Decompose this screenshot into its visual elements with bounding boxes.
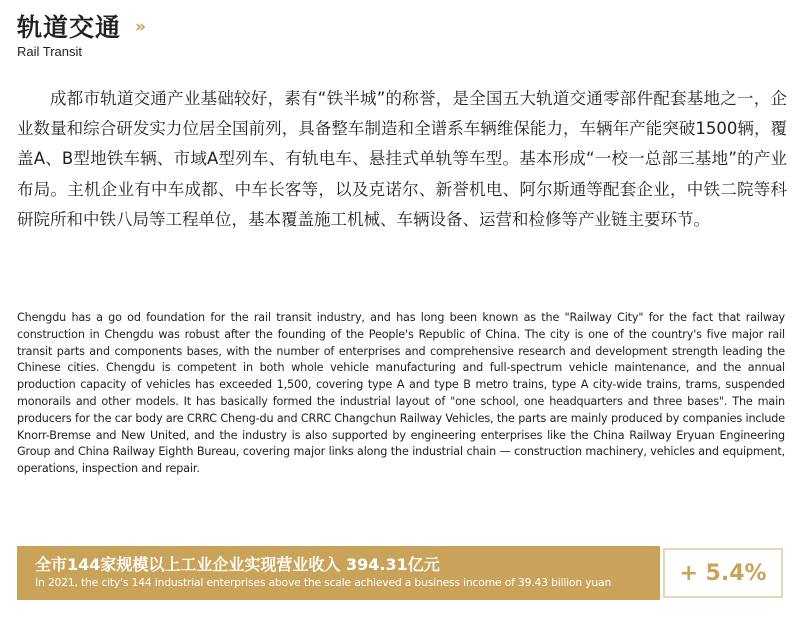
stat-text-panel <box>17 546 660 600</box>
page-title: 轨道交通 <box>17 13 122 42</box>
growth-rate-box <box>663 548 783 598</box>
page-subtitle: Rail Transit <box>17 44 83 59</box>
revenue-stat-banner <box>17 546 783 600</box>
stat-subline: In 2021, the city's 144 industrial enterprises above the scale achieved a business income of 39.43 billion yuan <box>35 576 612 589</box>
growth-rate-value: + 5.4% <box>679 560 767 586</box>
body-paragraph-chinese: 成都市轨道交通产业基础较好，素有“铁半城”的称誉，是全国五大轨道交通零部件配套基地之一，企业数量和综合研发实力位居全国前列，具备整车制造和全谱系车辆维保能力，车辆年产能突破1500辆，覆盖A、B型地铁车辆、市域A型列车、有轨电车、悬挂式单轨等车型。基本形成“一校一总部三基地”的产业布局。主机企业有中车成都、中车长客等，以及克诺尔、新誉机电、阿尔斯通等配套企业，中铁二院等科研院所和中铁八局等工程单位，基本覆盖施工机械、车辆设备、运营和检修等产业链主要环节。 <box>17 89 787 229</box>
section-header <box>17 8 146 44</box>
stat-headline: 全市144家规模以上工业企业实现营业收入 394.31亿元 <box>35 555 440 574</box>
body-paragraph-english: Chengdu has a go od foundation for the rail transit industry, and has long been known as the "Railway City" for the fact that railway construction in Chengdu was robust after the founding of the People's Republic of China. The city is one of the country's five major rail transit parts and components bases, with the number of enterprises and comprehensive research and development strength leading the Chinese cities. Chengdu is competent in both whole vehicle manufacturing and full-spectrum vehicle maintenance, and the annual production capacity of vehicles has exceeded 1,500, covering type A and type B metro trains, type A city-wide trains, trams, suspended monorails and other models. It has basically formed the industrial layout of "one school, one headquarters and three bases". The main producers for the car body are CRRC Cheng-du and CRRC Changchun Railway Vehicles, the parts are mainly produced by companies include Knorr-Bremse and New United, and the industry is also supported by engineering enterprises like the China Railway Eryuan Engineering Group and China Railway Eighth Bureau, covering major links along the industrial chain — construction machinery, vehicles and equipment, operations, inspection and repair. <box>17 311 785 476</box>
double-chevron-right-icon: » <box>135 17 146 37</box>
